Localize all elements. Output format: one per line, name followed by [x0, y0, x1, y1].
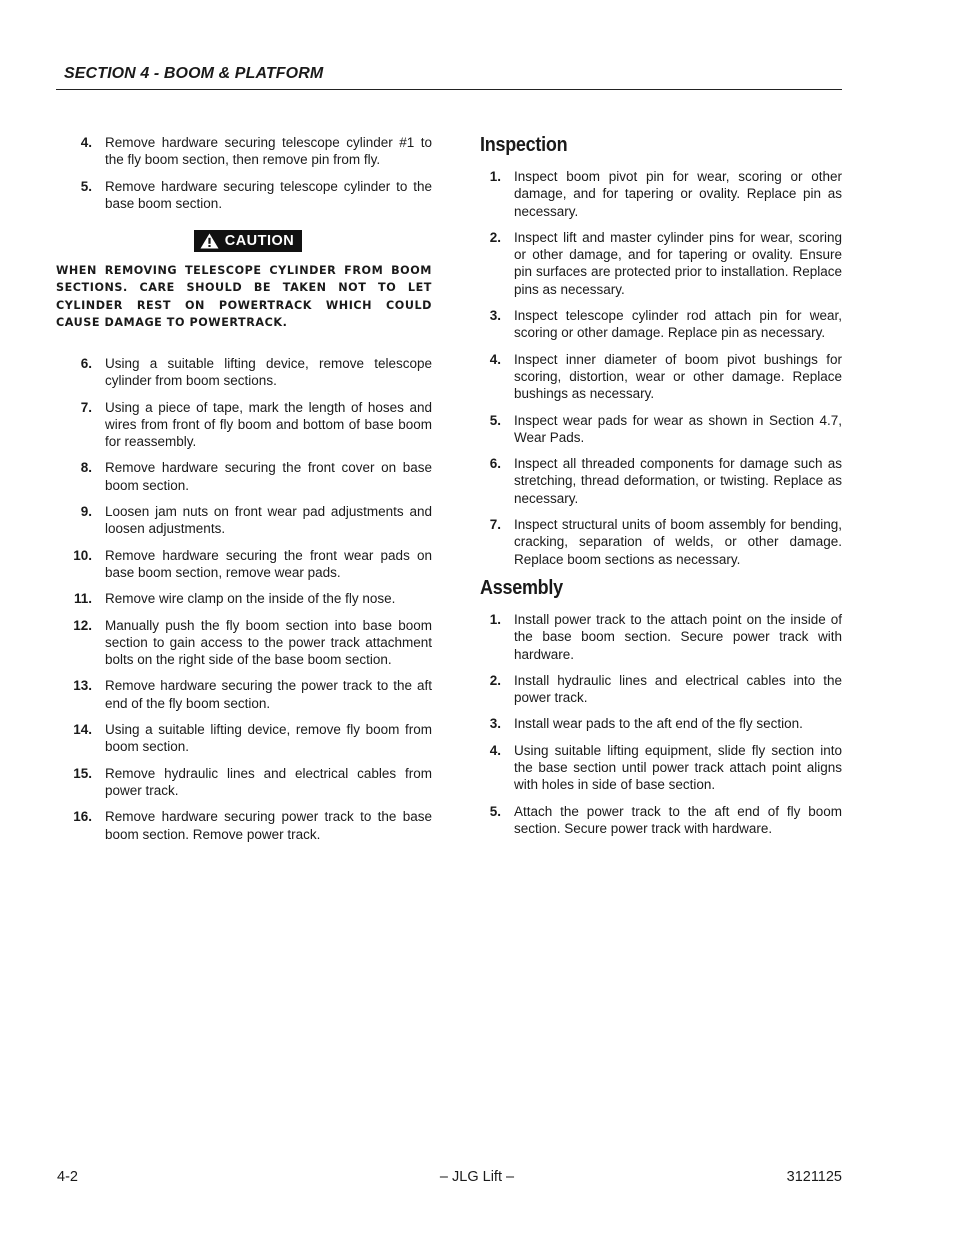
document-number: 3121125 — [786, 1169, 842, 1185]
step-text: Remove hardware securing power track to the base boom section. Remove power track. — [105, 809, 432, 842]
step-number: 4. — [489, 351, 501, 367]
step-number: 8. — [80, 460, 92, 476]
step-number: 2. — [489, 672, 501, 688]
step-item — [480, 168, 842, 220]
step-text: Manually push the fly boom section into base boom section to gain access to the power track attachment bolts on the right side of the base boom section. — [105, 617, 432, 668]
step-item — [64, 355, 432, 390]
step-item — [64, 399, 432, 451]
step-text: Inspect structural units of boom assembly for bending, cracking, separation of welds, or other damage. Replace boom sections as necessary. — [514, 517, 842, 567]
step-text: Inspect all threaded components for damage such as stretching, thread deformation, or twisting. Replace as necessary. — [514, 456, 842, 506]
step-text: Remove hardware securing the power track to the aft end of the fly boom section. — [105, 678, 432, 711]
step-item — [64, 547, 432, 582]
assembly-steps — [480, 611, 842, 837]
step-text: Remove hardware securing telescope cylinder #1 to the fly boom section, then remove pin from fly. — [105, 135, 432, 168]
step-number: 12. — [73, 617, 92, 633]
section-title: SECTION 4 - BOOM & PLATFORM — [64, 65, 324, 82]
step-text: Remove hydraulic lines and electrical cables from power track. — [105, 765, 432, 798]
step-text: Remove hardware securing telescope cylinder to the base boom section. — [105, 178, 432, 211]
page-number: 4-2 — [57, 1169, 78, 1185]
step-item — [64, 590, 432, 607]
left-column — [56, 134, 432, 852]
inspection-heading: Inspection — [480, 134, 568, 156]
step-number: 9. — [80, 504, 92, 520]
removal-steps-part-2 — [64, 355, 432, 843]
step-text: Inspect telescope cylinder rod attach pin for wear, scoring or other damage. Replace pin as necessary. — [514, 308, 842, 341]
step-item — [480, 412, 842, 447]
caution-label: CAUTION — [224, 233, 295, 250]
header-divider — [56, 89, 842, 90]
step-item — [64, 617, 432, 669]
step-number: 10. — [73, 547, 92, 563]
footer-brand: – JLG Lift – — [439, 1169, 515, 1185]
step-item — [64, 677, 432, 712]
step-item — [64, 808, 432, 843]
warning-triangle-icon — [200, 233, 219, 249]
step-number: 6. — [489, 456, 501, 472]
step-number: 6. — [80, 356, 92, 371]
caution-badge — [194, 230, 303, 252]
step-text: Inspect boom pivot pin for wear, scoring or other damage, and for tapering or ovality. Replace pin as necessary. — [514, 169, 842, 219]
step-text: Using a suitable lifting device, remove telescope cylinder from boom sections. — [105, 356, 432, 389]
step-item — [480, 351, 842, 403]
step-text: Install hydraulic lines and electrical cables into the power track. — [514, 672, 842, 706]
step-number: 16. — [73, 809, 92, 825]
step-text: Using a piece of tape, mark the length of hoses and wires from front of fly boom and bottom of base boom for reassembly. — [105, 399, 432, 450]
step-number: 7. — [80, 399, 92, 415]
step-number: 5. — [489, 412, 501, 428]
step-number: 5. — [489, 803, 501, 819]
step-number: 1. — [489, 169, 501, 184]
step-text: Loosen jam nuts on front wear pad adjustments and loosen adjustments. — [105, 504, 432, 537]
step-item — [480, 672, 842, 707]
step-item — [480, 516, 842, 568]
step-number: 5. — [80, 178, 92, 194]
step-item — [480, 455, 842, 507]
step-text: Install wear pads to the aft end of the fly section. — [514, 716, 803, 732]
step-number: 11. — [73, 591, 92, 607]
step-text: Remove hardware securing the front wear pads on base boom section, remove wear pads. — [105, 547, 432, 580]
step-item — [480, 229, 842, 298]
step-item — [64, 459, 432, 494]
step-number: 7. — [489, 517, 501, 533]
step-text: Using a suitable lifting device, remove fly boom from boom section. — [105, 722, 432, 755]
step-number: 3. — [489, 308, 501, 324]
step-item — [64, 503, 432, 538]
step-text: Remove wire clamp on the inside of the fly nose. — [105, 591, 396, 607]
step-number: 1. — [489, 611, 501, 627]
step-number: 2. — [489, 229, 501, 245]
step-item — [64, 721, 432, 756]
step-item — [64, 765, 432, 800]
step-item — [64, 134, 432, 169]
step-number: 4. — [489, 742, 501, 758]
step-item — [64, 178, 432, 213]
step-number: 14. — [73, 722, 92, 738]
step-text: Inspect inner diameter of boom pivot bushings for scoring, distortion, wear or other damage. Replace bushings as necessary. — [514, 351, 842, 402]
step-item — [480, 611, 842, 663]
inspection-steps — [480, 168, 842, 568]
step-number: 3. — [489, 716, 501, 732]
right-column — [480, 134, 842, 846]
step-number: 15. — [73, 765, 92, 781]
step-item — [480, 742, 842, 794]
assembly-heading: Assembly — [480, 576, 563, 599]
caution-text: WHEN REMOVING TELESCOPE CYLINDER FROM BOOM SECTIONS. CARE SHOULD BE TAKEN NOT TO LET CYLINDER REST ON POWERTRACK WHICH COULD CAUSE DAMAGE TO POWERTRACK. — [56, 264, 432, 329]
removal-steps-part-1 — [64, 134, 432, 212]
step-item — [480, 715, 842, 732]
step-text: Inspect wear pads for wear as shown in Section 4.7, Wear Pads. — [514, 412, 842, 445]
step-text: Attach the power track to the aft end of fly boom section. Secure power track with hardware. — [514, 803, 842, 836]
step-text: Using suitable lifting equipment, slide fly section into the base section until power track attach point aligns with holes in side of base section. — [514, 742, 842, 793]
step-text: Remove hardware securing the front cover on base boom section. — [105, 460, 432, 493]
step-item — [480, 307, 842, 342]
step-number: 13. — [73, 678, 92, 694]
step-text: Inspect lift and master cylinder pins for wear, scoring or other damage, and for tapering or ovality. Ensure pin surfaces are protected prior to installation. Replace pins as necessary. — [514, 229, 842, 297]
step-text: Install power track to the attach point on the inside of the base boom section. Secure power track with hardware. — [514, 611, 842, 662]
caution-block — [64, 230, 432, 254]
step-item — [480, 803, 842, 838]
step-number: 4. — [80, 135, 92, 150]
